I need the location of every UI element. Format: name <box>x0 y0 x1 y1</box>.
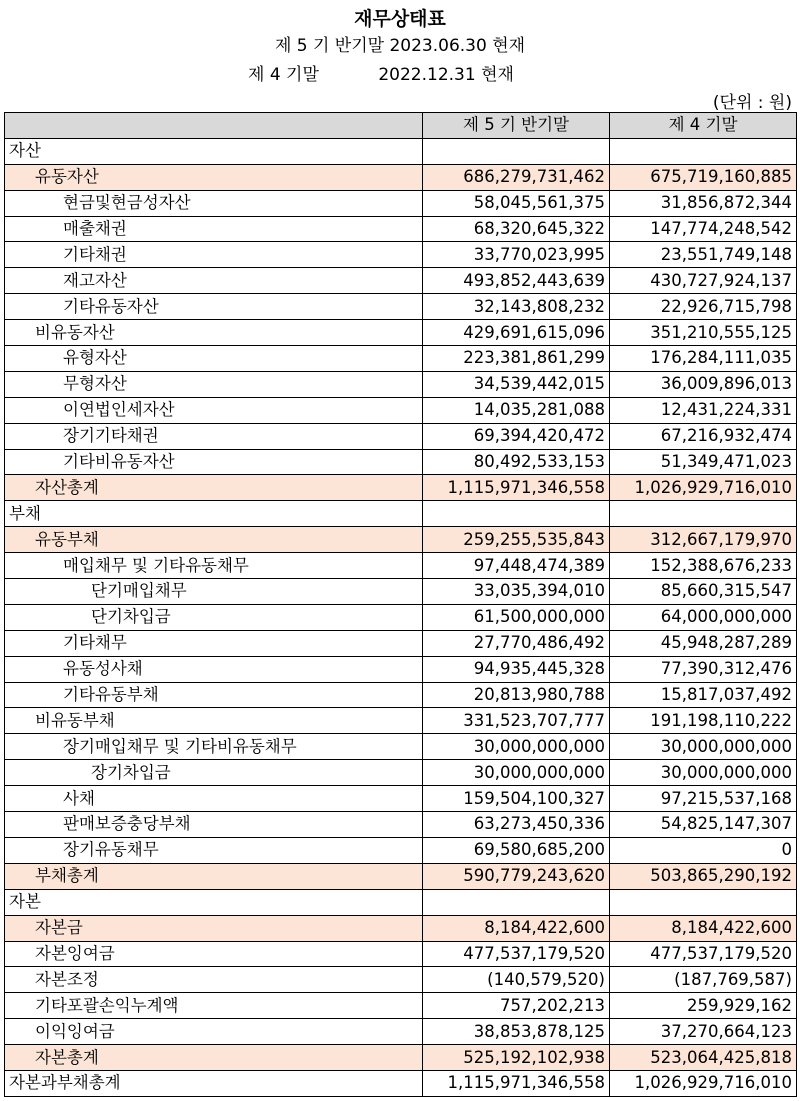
current-period-value: 331,523,707,777 <box>423 708 610 734</box>
prior-period-value: 675,719,160,885 <box>610 164 797 190</box>
balance-sheet-table <box>4 112 797 1097</box>
prior-period-value: 23,551,749,148 <box>610 242 797 268</box>
table-row <box>5 656 797 682</box>
prior-period-value: 85,660,315,547 <box>610 579 797 605</box>
current-period-value: 14,035,281,088 <box>423 397 610 423</box>
table-row <box>5 294 797 320</box>
prior-period-value: 12,431,224,331 <box>610 397 797 423</box>
prior-period-value <box>610 501 797 527</box>
current-period-value: 32,143,808,232 <box>423 294 610 320</box>
table-row <box>5 579 797 605</box>
prior-period-value: 54,825,147,307 <box>610 812 797 838</box>
prior-period-label: 제 4 기말 2022.12.31 현재 <box>248 65 514 85</box>
account-label: 기타채권 <box>5 242 423 268</box>
prior-period-value: 77,390,312,476 <box>610 656 797 682</box>
current-period-value: 1,115,971,346,558 <box>423 1070 610 1096</box>
account-label: 자본금 <box>5 915 423 941</box>
account-label: 이익잉여금 <box>5 1019 423 1045</box>
account-label: 단기차입금 <box>5 604 423 630</box>
account-label: 비유동자산 <box>5 320 423 346</box>
account-label: 자산 <box>5 138 423 164</box>
current-period-value: 30,000,000,000 <box>423 734 610 760</box>
account-label: 무형자산 <box>5 371 423 397</box>
unit-label: (단위 : 원) <box>712 93 792 113</box>
table-row <box>5 837 797 863</box>
table-row <box>5 242 797 268</box>
table-row <box>5 1019 797 1045</box>
table-row <box>5 604 797 630</box>
table-row <box>5 734 797 760</box>
column-header-prior: 제 4 기말 <box>610 113 797 139</box>
prior-period-value: 147,774,248,542 <box>610 216 797 242</box>
table-row <box>5 397 797 423</box>
table-row <box>5 708 797 734</box>
table-row <box>5 889 797 915</box>
prior-period-value: 152,388,676,233 <box>610 553 797 579</box>
current-period-value: 33,770,023,995 <box>423 242 610 268</box>
current-period-value: (140,579,520) <box>423 967 610 993</box>
account-label: 판매보증충당부채 <box>5 812 423 838</box>
current-period-value: 61,500,000,000 <box>423 604 610 630</box>
account-label: 이연법인세자산 <box>5 397 423 423</box>
current-period-label: 제 5 기 반기말 2023.06.30 현재 <box>274 36 526 56</box>
prior-period-value: 312,667,179,970 <box>610 527 797 553</box>
current-period-value: 493,852,443,639 <box>423 268 610 294</box>
table-row <box>5 553 797 579</box>
table-row <box>5 967 797 993</box>
table-row <box>5 371 797 397</box>
account-label: 비유동부채 <box>5 708 423 734</box>
account-label: 장기유동채무 <box>5 837 423 863</box>
statement-title: 재무상태표 <box>354 8 446 30</box>
prior-period-value: 351,210,555,125 <box>610 320 797 346</box>
prior-period-value: 0 <box>610 837 797 863</box>
current-period-value: 34,539,442,015 <box>423 371 610 397</box>
account-label: 기타비유동자산 <box>5 449 423 475</box>
prior-period-value: 15,817,037,492 <box>610 682 797 708</box>
table-row <box>5 863 797 889</box>
account-label: 부채총계 <box>5 863 423 889</box>
current-period-value: 63,273,450,336 <box>423 812 610 838</box>
current-period-value: 27,770,486,492 <box>423 630 610 656</box>
prior-period-value: 176,284,111,035 <box>610 346 797 372</box>
current-period-value: 1,115,971,346,558 <box>423 475 610 501</box>
account-label: 자본과부채총계 <box>5 1070 423 1096</box>
account-label: 기타포괄손익누계액 <box>5 993 423 1019</box>
current-period-value: 30,000,000,000 <box>423 760 610 786</box>
table-row <box>5 423 797 449</box>
account-label: 기타유동자산 <box>5 294 423 320</box>
prior-period-value <box>610 889 797 915</box>
table-row <box>5 1070 797 1096</box>
table-row <box>5 268 797 294</box>
prior-period-value: 523,064,425,818 <box>610 1045 797 1071</box>
current-period-value: 525,192,102,938 <box>423 1045 610 1071</box>
prior-period-value: 8,184,422,600 <box>610 915 797 941</box>
prior-period-value: 477,537,179,520 <box>610 941 797 967</box>
prior-period-value: 1,026,929,716,010 <box>610 475 797 501</box>
prior-period-value: 37,270,664,123 <box>610 1019 797 1045</box>
table-row <box>5 812 797 838</box>
prior-period-value: 45,948,287,289 <box>610 630 797 656</box>
current-period-value: 97,448,474,389 <box>423 553 610 579</box>
account-label: 사채 <box>5 786 423 812</box>
table-header-row <box>5 113 797 139</box>
account-label: 기타유동부채 <box>5 682 423 708</box>
current-period-value <box>423 138 610 164</box>
current-period-value: 477,537,179,520 <box>423 941 610 967</box>
table-row <box>5 915 797 941</box>
account-label: 부채 <box>5 501 423 527</box>
account-label: 기타채무 <box>5 630 423 656</box>
table-row <box>5 993 797 1019</box>
table-row <box>5 527 797 553</box>
current-period-value <box>423 501 610 527</box>
account-label: 매입채무 및 기타유동채무 <box>5 553 423 579</box>
current-period-value: 94,935,445,328 <box>423 656 610 682</box>
current-period-value: 33,035,394,010 <box>423 579 610 605</box>
prior-period-value: (187,769,587) <box>610 967 797 993</box>
current-period-value: 68,320,645,322 <box>423 216 610 242</box>
account-label: 유동부채 <box>5 527 423 553</box>
prior-period-value: 36,009,896,013 <box>610 371 797 397</box>
table-row <box>5 760 797 786</box>
table-row <box>5 164 797 190</box>
prior-period-value: 22,926,715,798 <box>610 294 797 320</box>
current-period-value: 259,255,535,843 <box>423 527 610 553</box>
table-row <box>5 475 797 501</box>
current-period-value: 159,504,100,327 <box>423 786 610 812</box>
prior-period-value: 191,198,110,222 <box>610 708 797 734</box>
table-row <box>5 320 797 346</box>
prior-period-value: 259,929,162 <box>610 993 797 1019</box>
prior-period-value: 503,865,290,192 <box>610 863 797 889</box>
table-row <box>5 941 797 967</box>
table-row <box>5 1045 797 1071</box>
table-row <box>5 630 797 656</box>
prior-period-value: 67,216,932,474 <box>610 423 797 449</box>
account-label: 유형자산 <box>5 346 423 372</box>
current-period-value: 223,381,861,299 <box>423 346 610 372</box>
prior-period-value: 31,856,872,344 <box>610 190 797 216</box>
current-period-value: 80,492,533,153 <box>423 449 610 475</box>
prior-period-value: 97,215,537,168 <box>610 786 797 812</box>
account-label: 유동성사채 <box>5 656 423 682</box>
account-label: 현금및현금성자산 <box>5 190 423 216</box>
account-label: 자본조정 <box>5 967 423 993</box>
current-period-value: 429,691,615,096 <box>423 320 610 346</box>
account-label: 장기차입금 <box>5 760 423 786</box>
table-row <box>5 501 797 527</box>
prior-period-value: 64,000,000,000 <box>610 604 797 630</box>
current-period-value: 58,045,561,375 <box>423 190 610 216</box>
table-row <box>5 449 797 475</box>
table-row <box>5 216 797 242</box>
account-label: 자산총계 <box>5 475 423 501</box>
account-label: 자본총계 <box>5 1045 423 1071</box>
current-period-value: 69,394,420,472 <box>423 423 610 449</box>
table-row <box>5 190 797 216</box>
current-period-value <box>423 889 610 915</box>
current-period-value: 686,279,731,462 <box>423 164 610 190</box>
table-row <box>5 682 797 708</box>
prior-period-value: 30,000,000,000 <box>610 760 797 786</box>
table-row <box>5 138 797 164</box>
prior-period-value: 51,349,471,023 <box>610 449 797 475</box>
account-label: 매출채권 <box>5 216 423 242</box>
column-header-account <box>5 113 423 139</box>
prior-period-value: 30,000,000,000 <box>610 734 797 760</box>
current-period-value: 69,580,685,200 <box>423 837 610 863</box>
current-period-value: 590,779,243,620 <box>423 863 610 889</box>
current-period-value: 757,202,213 <box>423 993 610 1019</box>
table-row <box>5 786 797 812</box>
account-label: 장기매입채무 및 기타비유동채무 <box>5 734 423 760</box>
account-label: 자본잉여금 <box>5 941 423 967</box>
prior-period-value: 1,026,929,716,010 <box>610 1070 797 1096</box>
table-row <box>5 346 797 372</box>
prior-period-value <box>610 138 797 164</box>
column-header-current: 제 5 기 반기말 <box>423 113 610 139</box>
account-label: 자본 <box>5 889 423 915</box>
current-period-value: 8,184,422,600 <box>423 915 610 941</box>
current-period-value: 20,813,980,788 <box>423 682 610 708</box>
prior-period-value: 430,727,924,137 <box>610 268 797 294</box>
account-label: 재고자산 <box>5 268 423 294</box>
account-label: 유동자산 <box>5 164 423 190</box>
account-label: 장기기타채권 <box>5 423 423 449</box>
current-period-value: 38,853,878,125 <box>423 1019 610 1045</box>
account-label: 단기매입채무 <box>5 579 423 605</box>
